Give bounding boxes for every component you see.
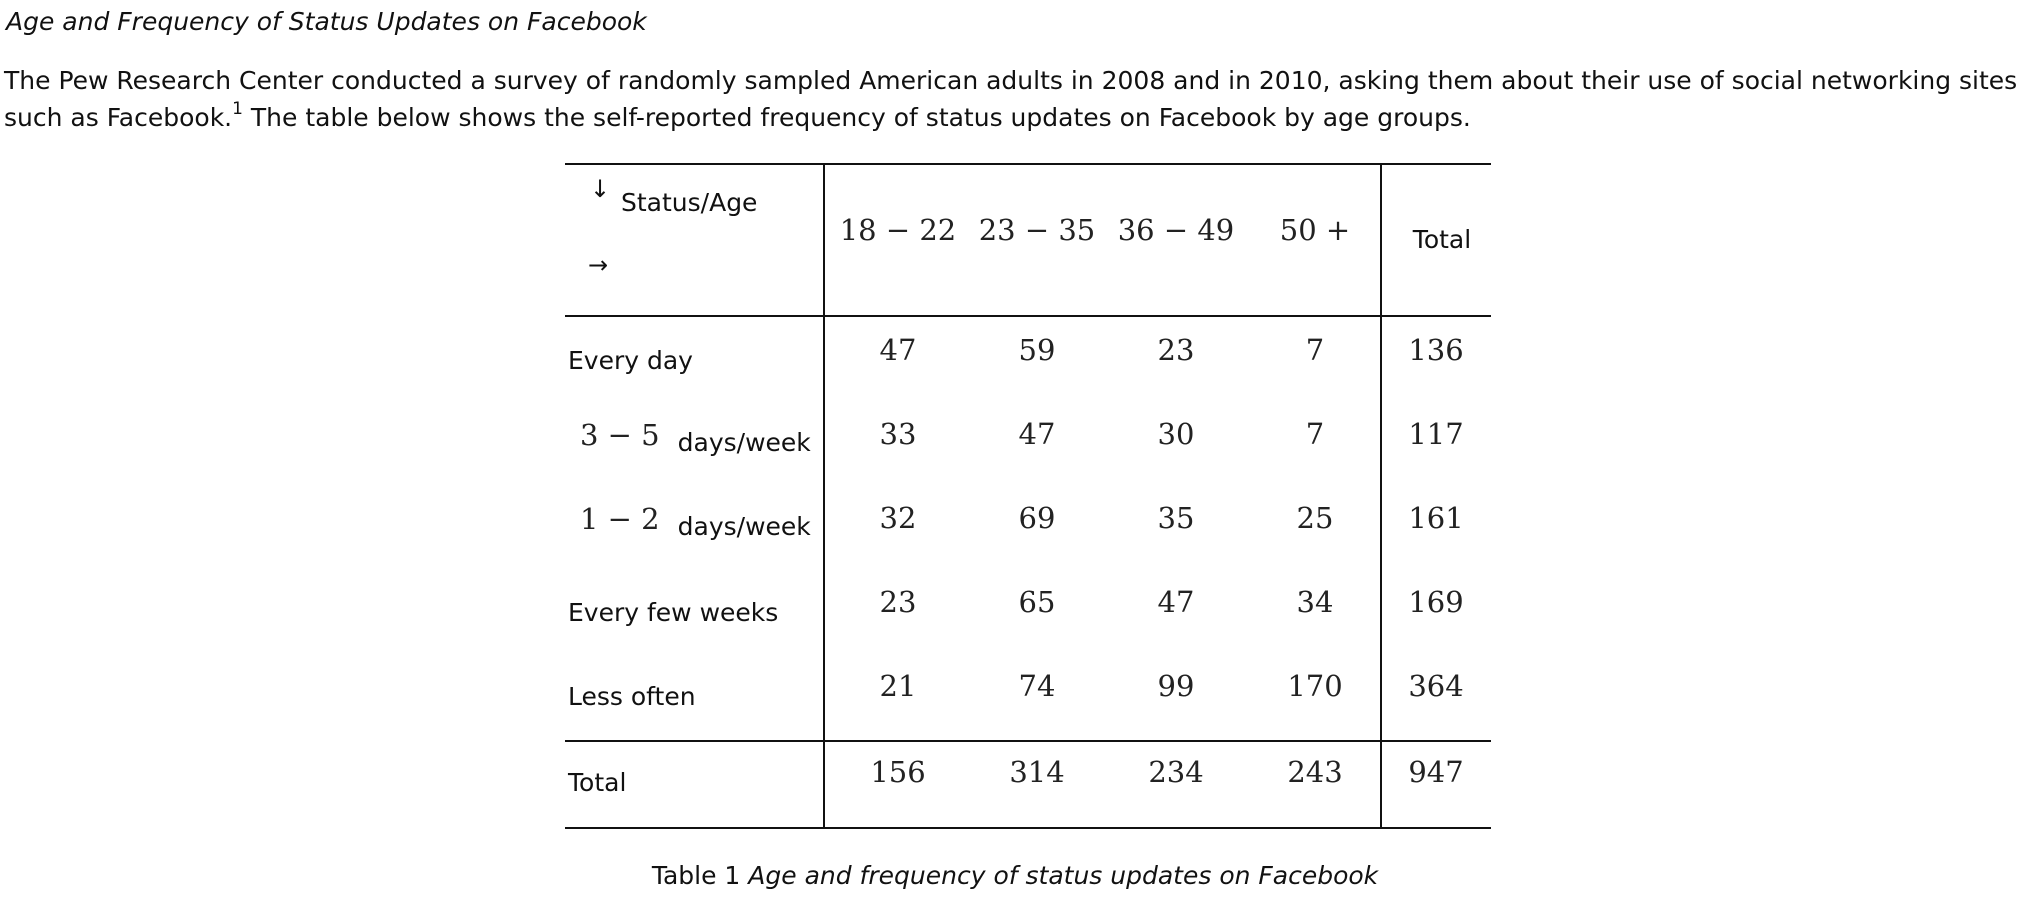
table-cell: 23: [879, 585, 917, 619]
table-cell: 65: [1018, 585, 1056, 619]
row-total-cell: 117: [1408, 417, 1464, 451]
table-total-divider: [1380, 163, 1382, 829]
arrow-right-icon: →: [588, 251, 609, 279]
row-label-text: Every few weeks: [568, 598, 779, 627]
frequency-table: [565, 163, 1491, 829]
row-label-1-2-days: [568, 502, 811, 543]
age-header-50-plus: 50 +: [1279, 213, 1351, 247]
table-cell: 23: [1157, 333, 1195, 367]
table-cell: 35: [1157, 501, 1195, 535]
table-cell: 59: [1018, 333, 1056, 367]
table-cell: 33: [879, 417, 917, 451]
grand-total-cell: 947: [1408, 755, 1464, 789]
column-total-cell: 234: [1148, 755, 1204, 789]
intro-text-part2: The table below shows the self-reported frequency of status updates on Facebook by age groups.: [242, 103, 1471, 132]
row-label-text: Every day: [568, 346, 693, 375]
column-total-cell: 243: [1287, 755, 1343, 789]
corner-label: Status/Age: [621, 188, 758, 217]
row-total-cell: 161: [1408, 501, 1464, 535]
intro-text-part1: The Pew Research Center conducted a survey of randomly sampled American adults in 2008 and in 2010, asking them about their use of social networking sites such as Facebook.: [4, 66, 2018, 132]
table-cell: 30: [1157, 417, 1195, 451]
row-total-cell: 169: [1408, 585, 1464, 619]
intro-paragraph: [4, 62, 2026, 136]
table-header-rule: [565, 315, 1491, 317]
table-cell: 74: [1018, 669, 1056, 703]
row-label-text: Less often: [568, 682, 696, 711]
table-cell: 7: [1305, 333, 1325, 367]
table-cell: 170: [1287, 669, 1343, 703]
footnote-marker[interactable]: 1: [232, 99, 243, 119]
table-cell: 25: [1296, 501, 1334, 535]
column-total-cell: 156: [870, 755, 926, 789]
row-total-cell: 364: [1408, 669, 1464, 703]
row-label-3-5-days: [568, 418, 811, 459]
row-label-every-day: [568, 345, 693, 377]
row-total-cell: 136: [1408, 333, 1464, 367]
table-cell: 32: [879, 501, 917, 535]
row-label-total: Total: [568, 768, 627, 797]
row-label-range: 1 − 2: [580, 502, 660, 536]
column-total-cell: 314: [1009, 755, 1065, 789]
row-label-range: 3 − 5: [580, 418, 660, 452]
table-cell: 7: [1305, 417, 1325, 451]
table-cell: 21: [879, 669, 917, 703]
table-cell: 47: [879, 333, 917, 367]
table-caption: [0, 860, 2030, 892]
caption-text: Age and frequency of status updates on Facebook: [748, 861, 1379, 890]
total-column-header: Total: [1412, 225, 1472, 254]
page-title: Age and Frequency of Status Updates on Facebook: [6, 7, 647, 36]
row-label-text: days/week: [677, 512, 811, 541]
row-label-text: days/week: [677, 428, 811, 457]
table-cell: 34: [1296, 585, 1334, 619]
table-label-divider: [823, 163, 825, 829]
age-header-18-22: 18 − 22: [839, 213, 957, 247]
table-cell: 47: [1157, 585, 1195, 619]
table-total-rule: [565, 740, 1491, 742]
row-label-less-often: [568, 681, 696, 713]
caption-prefix: Table 1: [651, 861, 749, 890]
table-cell: 99: [1157, 669, 1195, 703]
table-cell: 47: [1018, 417, 1056, 451]
age-header-36-49: 36 − 49: [1117, 213, 1235, 247]
table-top-rule: [565, 163, 1491, 165]
row-label-every-few-weeks: [568, 597, 778, 629]
table-cell: 69: [1018, 501, 1056, 535]
arrow-down-icon: ↓: [590, 175, 611, 203]
age-header-23-35: 23 − 35: [978, 213, 1096, 247]
table-bottom-rule: [565, 827, 1491, 829]
